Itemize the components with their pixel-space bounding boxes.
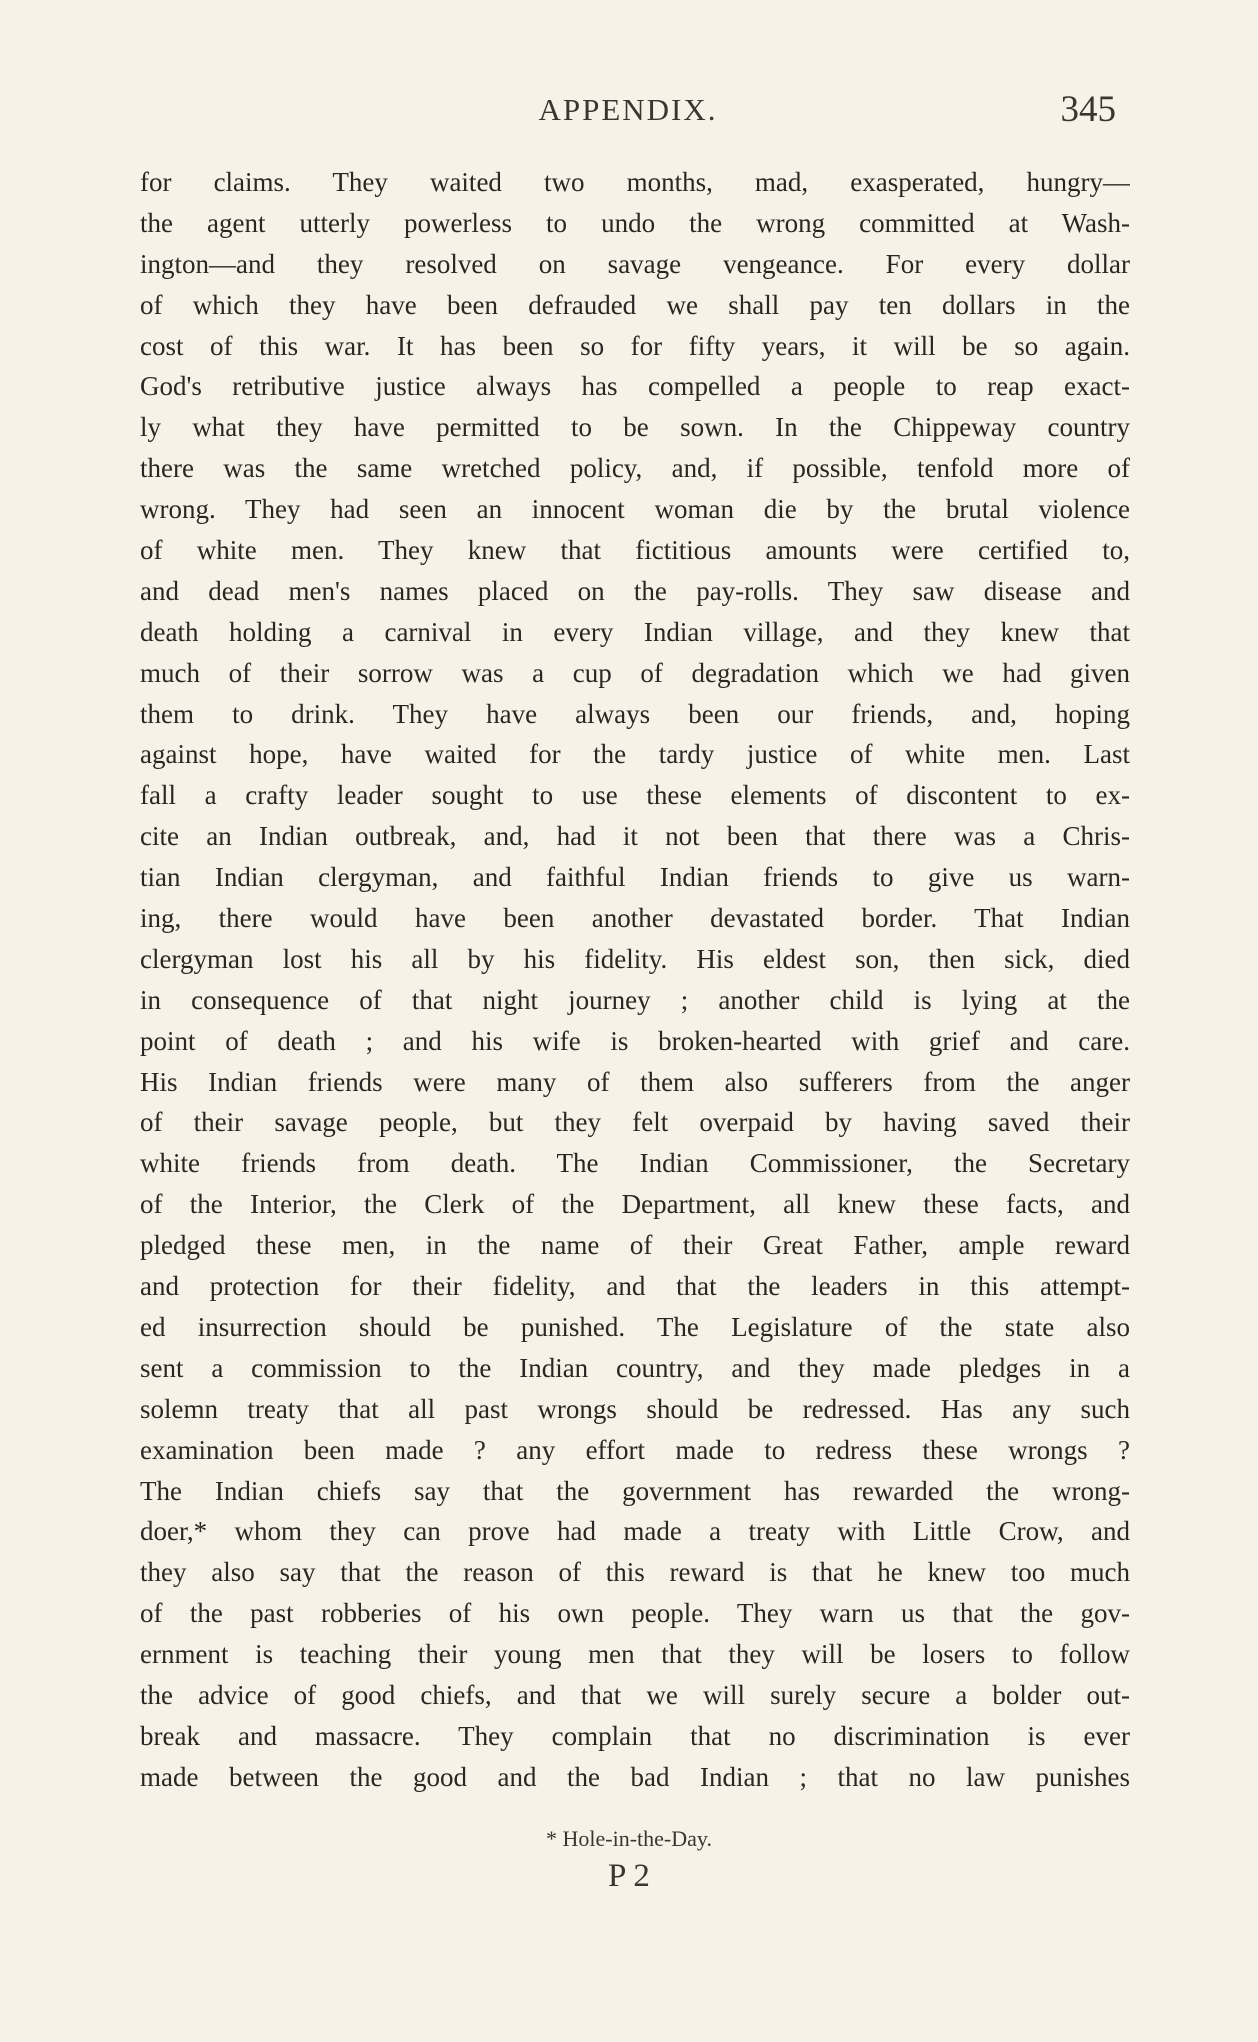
text-line: tian Indian clergyman, and faithful Indian friends to give us warn- (140, 862, 1130, 893)
text-line: doer,* whom they can prove had made a treaty with Little Crow, and (140, 1516, 1130, 1547)
text-line: God's retributive justice always has compelled a people to reap exact- (140, 371, 1130, 402)
signature-mark: P 2 (608, 1858, 650, 1894)
text-line: fall a crafty leader sought to use these elements of discontent to ex- (140, 780, 1130, 811)
text-line: there was the same wretched policy, and, if possible, tenfold more of (140, 453, 1130, 484)
text-line: them to drink. They have always been our friends, and, hoping (140, 698, 1130, 729)
text-line: much of their sorrow was a cup of degradation which we had given (140, 657, 1130, 688)
text-line: of white men. They knew that fictitious amounts were certified to, (140, 535, 1130, 566)
text-line: and dead men's names placed on the pay-rolls. They saw disease and (140, 575, 1130, 606)
text-line: for claims. They waited two months, mad, exasperated, hungry— (140, 167, 1130, 197)
text-line: they also say that the reason of this reward is that he knew too much (140, 1557, 1130, 1588)
text-line: The Indian chiefs say that the government has rewarded the wrong- (140, 1475, 1130, 1506)
body-text (140, 162, 1130, 1798)
text-line: made between the good and the bad Indian ; that no law punishes (140, 1761, 1130, 1792)
page-number: 345 (1060, 89, 1116, 130)
text-line: solemn treaty that all past wrongs should be redressed. Has any such (140, 1393, 1130, 1424)
text-line: ed insurrection should be punished. The Legislature of the state also (140, 1311, 1130, 1342)
text-line: in consequence of that night journey ; another child is lying at the (140, 984, 1130, 1015)
text-line: pledged these men, in the name of their Great Father, ample reward (140, 1230, 1130, 1261)
footnote: * Hole-in-the-Day. (546, 1826, 712, 1851)
text-line: of which they have been defrauded we shall pay ten dollars in the (140, 289, 1130, 320)
text-line: the advice of good chiefs, and that we will surely secure a bolder out- (140, 1679, 1130, 1710)
text-line: ington—and they resolved on savage vengeance. For every dollar (140, 248, 1130, 279)
text-line: break and massacre. They complain that no discrimination is ever (140, 1720, 1130, 1751)
text-line: of the Interior, the Clerk of the Department, all knew these facts, and (140, 1189, 1130, 1220)
text-line: death holding a carnival in every Indian village, and they knew that (140, 616, 1130, 647)
running-head: APPENDIX. (538, 92, 718, 127)
text-line: the agent utterly powerless to undo the wrong committed at Wash- (140, 207, 1130, 238)
text-line: wrong. They had seen an innocent woman die by the brutal violence (140, 494, 1130, 525)
text-line: against hope, have waited for the tardy justice of white men. Last (140, 739, 1130, 770)
text-line: cite an Indian outbreak, and, had it not been that there was a Chris- (140, 821, 1130, 852)
text-line: examination been made ? any effort made to redress these wrongs ? (140, 1434, 1130, 1465)
text-line: and protection for their fidelity, and that the leaders in this attempt- (140, 1271, 1130, 1302)
text-line: His Indian friends were many of them also sufferers from the anger (140, 1066, 1130, 1097)
text-line: clergyman lost his all by his fidelity. His eldest son, then sick, died (140, 943, 1130, 974)
text-line: ernment is teaching their young men that they will be losers to follow (140, 1639, 1130, 1670)
text-line: white friends from death. The Indian Commissioner, the Secretary (140, 1148, 1130, 1179)
text-line: of the past robberies of his own people. They warn us that the gov- (140, 1598, 1130, 1629)
page-header (140, 89, 1116, 142)
text-line: ing, there would have been another devastated border. That Indian (140, 903, 1130, 934)
text-line: of their savage people, but they felt overpaid by having saved their (140, 1107, 1130, 1138)
text-line: ly what they have permitted to be sown. In the Chippeway country (140, 412, 1130, 443)
text-line: sent a commission to the Indian country, and they made pledges in a (140, 1352, 1130, 1383)
text-line: cost of this war. It has been so for fifty years, it will be so again. (140, 330, 1130, 361)
text-line: point of death ; and his wife is broken-hearted with grief and care. (140, 1025, 1130, 1056)
